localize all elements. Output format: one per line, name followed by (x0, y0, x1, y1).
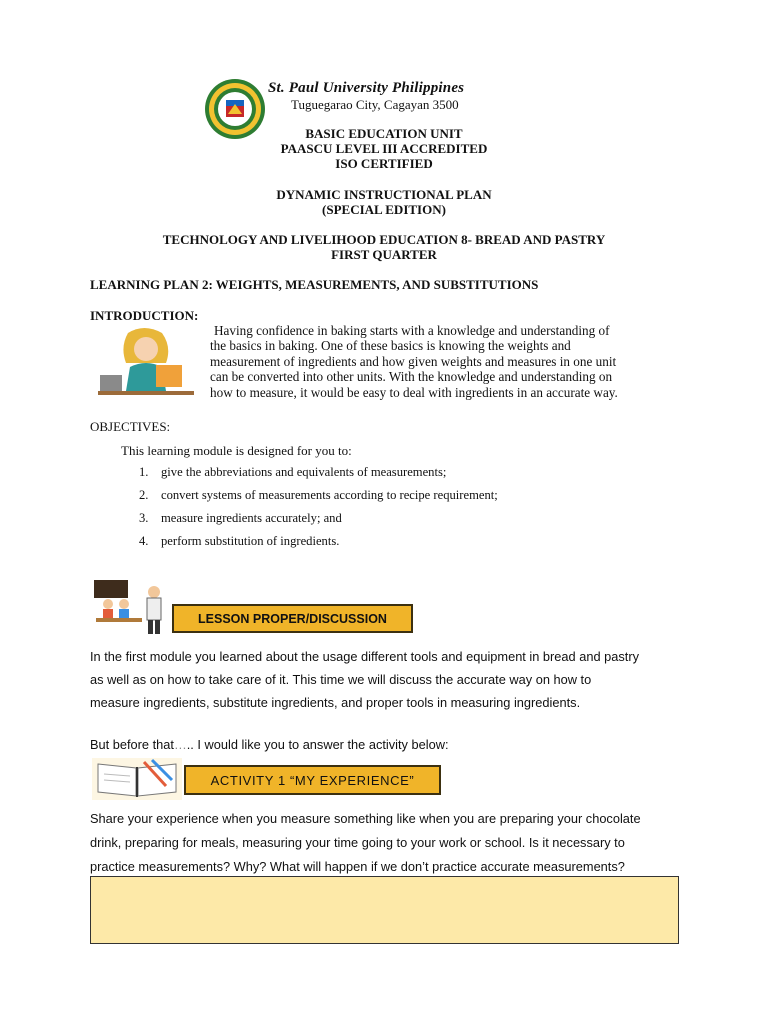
activity-line: practice measurements? Why? What will happen if we don’t practice accurate measurements? (90, 859, 625, 874)
lesson-line: measure ingredients, substitute ingredients, and proper tools in measuring ingredients. (90, 695, 581, 710)
intro-line: can be converted into other units. With the knowledge and understanding on (210, 369, 613, 385)
before-activity-text (90, 737, 449, 752)
unit-heading: BASIC EDUCATION UNIT (305, 126, 463, 141)
learning-plan-title: LEARNING PLAN 2: WEIGHTS, MEASUREMENTS, AND SUBSTITUTIONS (90, 277, 539, 292)
objective-number: 1. (139, 465, 149, 479)
objective-item: convert systems of measurements according to recipe requirement; (161, 488, 498, 502)
activity-banner: ACTIVITY 1 “MY EXPERIENCE” (184, 765, 441, 795)
objective-number: 3. (139, 511, 149, 525)
subject-heading: TECHNOLOGY AND LIVELIHOOD EDUCATION 8- BREAD AND PASTRY (162, 232, 606, 247)
edition-heading: (SPECIAL EDITION) (322, 202, 446, 217)
intro-line: measurement of ingredients and how given weights and measures in one unit (210, 353, 617, 369)
intro-line: how to measure, it would be easy to deal with ingredients in an accurate way. (210, 384, 618, 400)
objectives-intro: This learning module is designed for you to: (121, 443, 352, 458)
activity-line: drink, preparing for meals, measuring your time going to your work or school. Is it necessary to (90, 835, 625, 850)
intro-line: the basics in baking. One of these basics is knowing the weights and (210, 338, 571, 354)
answer-box[interactable] (90, 876, 679, 944)
activity-line: Share your experience when you measure something like when you are preparing your chocolate (90, 811, 641, 826)
lesson-line: as well as on how to take care of it. This time we will discuss the accurate way on how to (90, 672, 592, 687)
introduction-heading: INTRODUCTION: (90, 308, 199, 323)
university-name: St. Paul University Philippines (268, 80, 465, 96)
intro-line: Having confidence in baking starts with a knowledge and understanding of (214, 323, 610, 338)
objective-item: give the abbreviations and equivalents of measurements; (161, 465, 447, 479)
before-text-dots: … (173, 737, 187, 752)
objective-item: perform substitution of ingredients. (161, 534, 340, 548)
before-text-a: But before that (90, 737, 174, 752)
introduction-text (210, 323, 680, 400)
quarter-heading: FIRST QUARTER (331, 247, 437, 262)
classroom-icon (92, 578, 170, 636)
before-text-b: .. I would like you to answer the activity below: (186, 737, 449, 752)
objective-number: 2. (139, 488, 149, 502)
lesson-text (90, 645, 639, 714)
objectives-heading: OBJECTIVES: (90, 419, 171, 434)
activity-text (90, 807, 641, 879)
lesson-line: In the first module you learned about the usage different tools and equipment in bread and pastry (90, 649, 639, 664)
baker-cartoon-icon (92, 325, 198, 405)
lesson-banner: LESSON PROPER/DISCUSSION (172, 604, 413, 633)
objective-number: 4. (139, 534, 149, 548)
accreditation-heading: PAASCU LEVEL III ACCREDITED (280, 141, 488, 156)
plan-heading: DYNAMIC INSTRUCTIONAL PLAN (276, 187, 492, 202)
objective-item: measure ingredients accurately; and (161, 511, 342, 525)
iso-heading: ISO CERTIFIED (335, 156, 433, 171)
notebook-icon (92, 758, 182, 800)
university-city: Tuguegarao City, Cagayan 3500 (291, 97, 459, 112)
